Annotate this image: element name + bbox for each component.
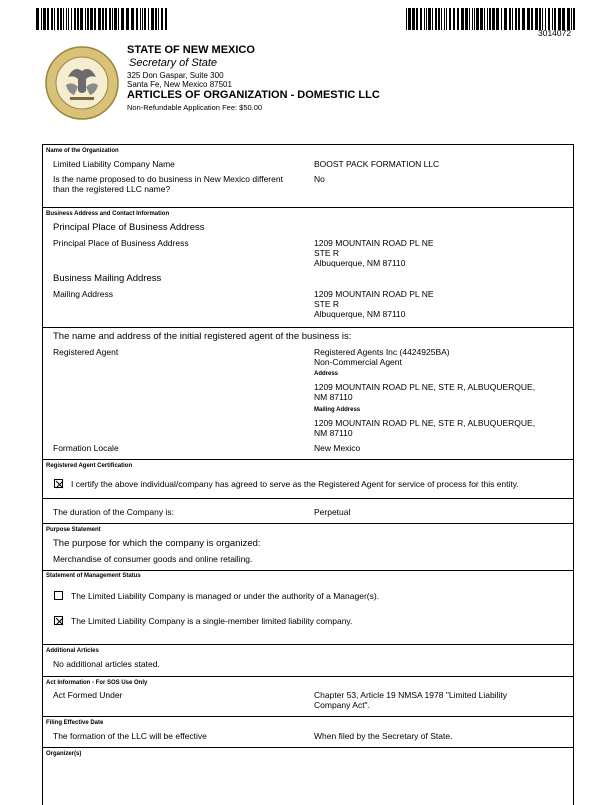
- barcode-bar: [504, 8, 507, 30]
- barcode-bar: [426, 8, 427, 30]
- barcode-bar: [453, 8, 455, 30]
- divider: [43, 747, 573, 748]
- barcode-bar: [492, 8, 495, 30]
- divider: [43, 207, 573, 208]
- barcode-bar: [85, 8, 86, 30]
- barcode-bar: [109, 8, 111, 30]
- agent-intro: The name and address of the initial registered agent of the business is:: [53, 331, 352, 342]
- barcode-bar: [41, 8, 42, 30]
- mailing-address-line2: STE R: [314, 299, 340, 309]
- barcode-bar: [484, 8, 485, 30]
- barcode-bar: [496, 8, 499, 30]
- act-info-heading: Act Information - For SOS Use Only: [46, 680, 148, 686]
- barcode-bar: [121, 8, 124, 30]
- barcode-bar: [406, 8, 407, 30]
- barcode-bar: [131, 8, 134, 30]
- barcode-bar: [428, 8, 431, 30]
- purpose-intro: The purpose for which the company is organized:: [53, 538, 261, 549]
- office-name: Secretary of State: [129, 57, 218, 69]
- barcode-bar: [165, 8, 167, 30]
- duration-value: Perpetual: [314, 507, 351, 517]
- agent-mailing-line1: 1209 MOUNTAIN ROAD PL NE, STE R, ALBUQUERQUE,: [314, 418, 536, 428]
- single-member-option: The Limited Liability Company is a single-member limited liability company.: [71, 616, 353, 626]
- right-barcode: [406, 8, 578, 30]
- effective-date-label: The formation of the LLC will be effective: [53, 731, 207, 741]
- barcode-bar: [140, 8, 141, 30]
- barcode-bar: [118, 8, 119, 30]
- barcode-bar: [105, 8, 107, 30]
- barcode-number: 3014072: [538, 28, 572, 38]
- barcode-bar: [535, 8, 538, 30]
- divider: [43, 716, 573, 717]
- left-barcode: [36, 8, 168, 30]
- barcode-bar: [527, 8, 530, 30]
- barcode-bar: [438, 8, 440, 30]
- barcode-bar: [144, 8, 146, 30]
- purpose-heading: Purpose Statement: [46, 527, 101, 533]
- divider: [43, 498, 573, 499]
- different-name-question-line1: Is the name proposed to do business in New Mexico different: [53, 174, 283, 184]
- divider: [43, 644, 573, 645]
- barcode-bar: [420, 8, 422, 30]
- principal-address-line3: Albuquerque, NM 87110: [314, 258, 406, 268]
- agent-address-caption: Address: [314, 371, 339, 377]
- different-name-question-line2: than the registered LLC name?: [53, 184, 171, 194]
- barcode-bar: [416, 8, 418, 30]
- barcode-bar: [552, 8, 553, 30]
- llc-name-label: Limited Liability Company Name: [53, 159, 175, 169]
- mailing-address-label: Mailing Address: [53, 289, 114, 299]
- divider: [43, 459, 573, 460]
- agent-mailing-caption: Mailing Address: [314, 407, 361, 413]
- barcode-bar: [54, 8, 55, 30]
- barcode-bar: [444, 8, 445, 30]
- barcode-bar: [457, 8, 459, 30]
- address-section-heading: Business Address and Contact Information: [46, 211, 170, 217]
- barcode-bar: [148, 8, 149, 30]
- state-seal-icon: [44, 45, 120, 121]
- barcode-bar: [36, 8, 39, 30]
- barcode-bar: [432, 8, 433, 30]
- different-name-value: No: [314, 174, 325, 184]
- barcode-bar: [424, 8, 425, 30]
- effective-date-value: When filed by the Secretary of State.: [314, 731, 453, 741]
- barcode-bar: [102, 8, 104, 30]
- mailing-address-line3: Albuquerque, NM 87110: [314, 309, 406, 319]
- barcode-bar: [47, 8, 49, 30]
- agent-name: Registered Agents Inc (4424925BA): [314, 347, 450, 357]
- effective-date-heading: Filing Effective Date: [46, 720, 104, 726]
- barcode-bar: [87, 8, 89, 30]
- divider: [43, 676, 573, 677]
- barcode-bar: [68, 8, 69, 30]
- divider: [43, 327, 573, 328]
- barcode-bar: [522, 8, 525, 30]
- barcode-bar: [531, 8, 533, 30]
- divider: [43, 570, 573, 571]
- barcode-bar: [408, 8, 411, 30]
- barcode-bar: [539, 8, 541, 30]
- barcode-bar: [412, 8, 415, 30]
- barcode-bar: [71, 8, 72, 30]
- principal-address-label: Principal Place of Business Address: [53, 238, 189, 248]
- principal-address-heading: Principal Place of Business Address: [53, 222, 205, 233]
- barcode-bar: [51, 8, 53, 30]
- barcode-bar: [94, 8, 96, 30]
- barcode-bar: [545, 8, 546, 30]
- barcode-bar: [489, 8, 491, 30]
- agent-mailing-line2: NM 87110: [314, 428, 353, 438]
- manager-managed-option: The Limited Liability Company is managed or under the authority of a Manager(s).: [71, 591, 380, 601]
- barcode-bar: [518, 8, 520, 30]
- barcode-bar: [476, 8, 479, 30]
- principal-address-line1: 1209 MOUNTAIN ROAD PL NE: [314, 238, 434, 248]
- barcode-bar: [151, 8, 154, 30]
- barcode-bar: [66, 8, 67, 30]
- mailing-address-line1: 1209 MOUNTAIN ROAD PL NE: [314, 289, 434, 299]
- act-formed-under-label: Act Formed Under: [53, 690, 123, 700]
- barcode-bar: [449, 8, 451, 30]
- barcode-bar: [487, 8, 488, 30]
- llc-name-value: BOOST PACK FORMATION LLC: [314, 159, 440, 169]
- barcode-bar: [63, 8, 64, 30]
- principal-address-line2: STE R: [314, 248, 340, 258]
- barcode-bar: [74, 8, 76, 30]
- mailing-address-heading: Business Mailing Address: [53, 273, 162, 284]
- barcode-bar: [469, 8, 470, 30]
- additional-articles-value: No additional articles stated.: [53, 659, 160, 669]
- barcode-bar: [542, 8, 543, 30]
- barcode-bar: [573, 8, 575, 30]
- certification-checkbox[interactable]: [54, 479, 63, 488]
- barcode-bar: [472, 8, 473, 30]
- barcode-bar: [480, 8, 483, 30]
- barcode-bar: [562, 8, 565, 30]
- barcode-bar: [77, 8, 79, 30]
- barcode-bar: [512, 8, 513, 30]
- single-member-checkbox[interactable]: [54, 616, 63, 625]
- barcode-bar: [57, 8, 59, 30]
- management-heading: Statement of Management Status: [46, 573, 141, 579]
- barcode-bar: [465, 8, 468, 30]
- barcode-bar: [558, 8, 561, 30]
- barcode-bar: [80, 8, 83, 30]
- barcode-bar: [114, 8, 117, 30]
- name-section-heading: Name of the Organization: [46, 148, 119, 154]
- duration-label: The duration of the Company is:: [53, 507, 174, 517]
- state-name: STATE OF NEW MEXICO: [127, 44, 255, 56]
- barcode-bar: [446, 8, 447, 30]
- agent-label: Registered Agent: [53, 347, 119, 357]
- office-address-line1: 325 Don Gaspar, Suite 300: [127, 71, 224, 80]
- manager-managed-checkbox[interactable]: [54, 591, 63, 600]
- office-address-line2: Santa Fe, New Mexico 87501: [127, 80, 232, 89]
- barcode-bar: [158, 8, 159, 30]
- barcode-bar: [501, 8, 502, 30]
- agent-address-line1: 1209 MOUNTAIN ROAD PL NE, STE R, ALBUQUERQUE,: [314, 382, 536, 392]
- formation-locale-value: New Mexico: [314, 443, 361, 453]
- barcode-bar: [567, 8, 570, 30]
- divider: [43, 523, 573, 524]
- purpose-value: Merchandise of consumer goods and online retailing.: [53, 554, 253, 564]
- certification-statement: I certify the above individual/company has agreed to serve as the Registered Agent for service of process for this entity.: [71, 479, 519, 489]
- barcode-bar: [461, 8, 464, 30]
- barcode-bar: [554, 8, 556, 30]
- agent-address-line2: NM 87110: [314, 392, 353, 402]
- barcode-bar: [474, 8, 475, 30]
- barcode-bar: [435, 8, 437, 30]
- additional-articles-heading: Additional Articles: [46, 648, 99, 654]
- act-formed-under-line1: Chapter 53, Article 19 NMSA 1978 "Limited Liability: [314, 690, 507, 700]
- barcode-bar: [126, 8, 129, 30]
- barcode-bar: [136, 8, 138, 30]
- application-fee: Non-Refundable Application Fee: $50.00: [127, 103, 263, 112]
- barcode-bar: [515, 8, 517, 30]
- barcode-bar: [161, 8, 163, 30]
- certification-heading: Registered Agent Certification: [46, 463, 133, 469]
- agent-type: Non-Commercial Agent: [314, 357, 402, 367]
- barcode-bar: [90, 8, 93, 30]
- articles-form: [42, 144, 574, 805]
- barcode-bar: [571, 8, 572, 30]
- act-formed-under-line2: Company Act".: [314, 700, 370, 710]
- form-title: ARTICLES OF ORGANIZATION - DOMESTIC LLC: [127, 89, 380, 101]
- barcode-bar: [43, 8, 46, 30]
- barcode-bar: [155, 8, 157, 30]
- barcode-bar: [509, 8, 511, 30]
- barcode-bar: [548, 8, 550, 30]
- barcode-bar: [60, 8, 62, 30]
- organizers-heading: Organizer(s): [46, 751, 82, 757]
- barcode-bar: [112, 8, 113, 30]
- barcode-bar: [98, 8, 101, 30]
- barcode-bar: [441, 8, 442, 30]
- barcode-bar: [142, 8, 143, 30]
- formation-locale-label: Formation Locale: [53, 443, 119, 453]
